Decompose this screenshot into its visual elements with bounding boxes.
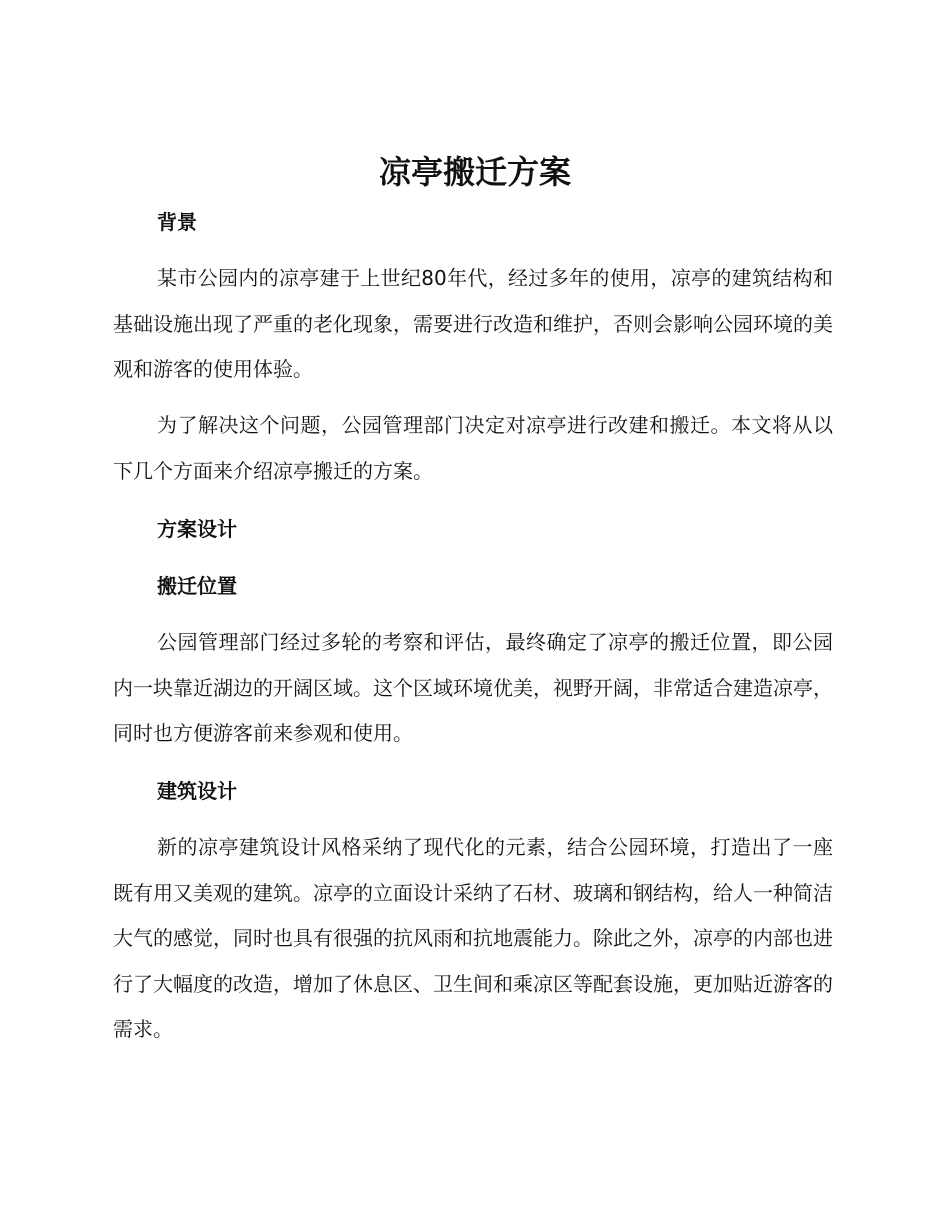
document-title: 凉亭搬迁方案 — [378, 153, 571, 191]
section-heading-relocation-site: 搬迁位置 — [157, 574, 237, 598]
paragraph-background-2: 为了解决这个问题，公园管理部门决定对凉亭进行改建和搬迁。本文将从以下几个方面来介绍凉亭搬迁的方案。 — [113, 413, 833, 483]
paragraph-relocation-site: 公园管理部门经过多轮的考察和评估，最终确定了凉亭的搬迁位置，即公园内一块靠近湖边的开阔区域。这个区域环境优美，视野开阔，非常适合建造凉亭，同时也方便游客前来参观和使用。 — [113, 630, 833, 745]
section-heading-plan-design: 方案设计 — [157, 517, 237, 541]
section-heading-architecture-design: 建筑设计 — [157, 779, 237, 803]
paragraph-background-1: 某市公园内的凉亭建于上世纪80年代，经过多年的使用，凉亭的建筑结构和基础设施出现了严重的老化现象，需要进行改造和维护，否则会影响公园环境的美观和游客的使用体验。 — [113, 266, 833, 381]
paragraph-architecture-design: 新的凉亭建筑设计风格采纳了现代化的元素，结合公园环境，打造出了一座既有用又美观的建筑。凉亭的立面设计采纳了石材、玻璃和钢结构，给人一种简洁大气的感觉，同时也具有很强的抗风雨和抗地震能力。除此之外，凉亭的内部也进行了大幅度的改造，增加了休息区、卫生间和乘凉区等配套设施，更加贴近游客的需求。 — [113, 835, 833, 1041]
section-heading-background: 背景 — [157, 210, 197, 234]
